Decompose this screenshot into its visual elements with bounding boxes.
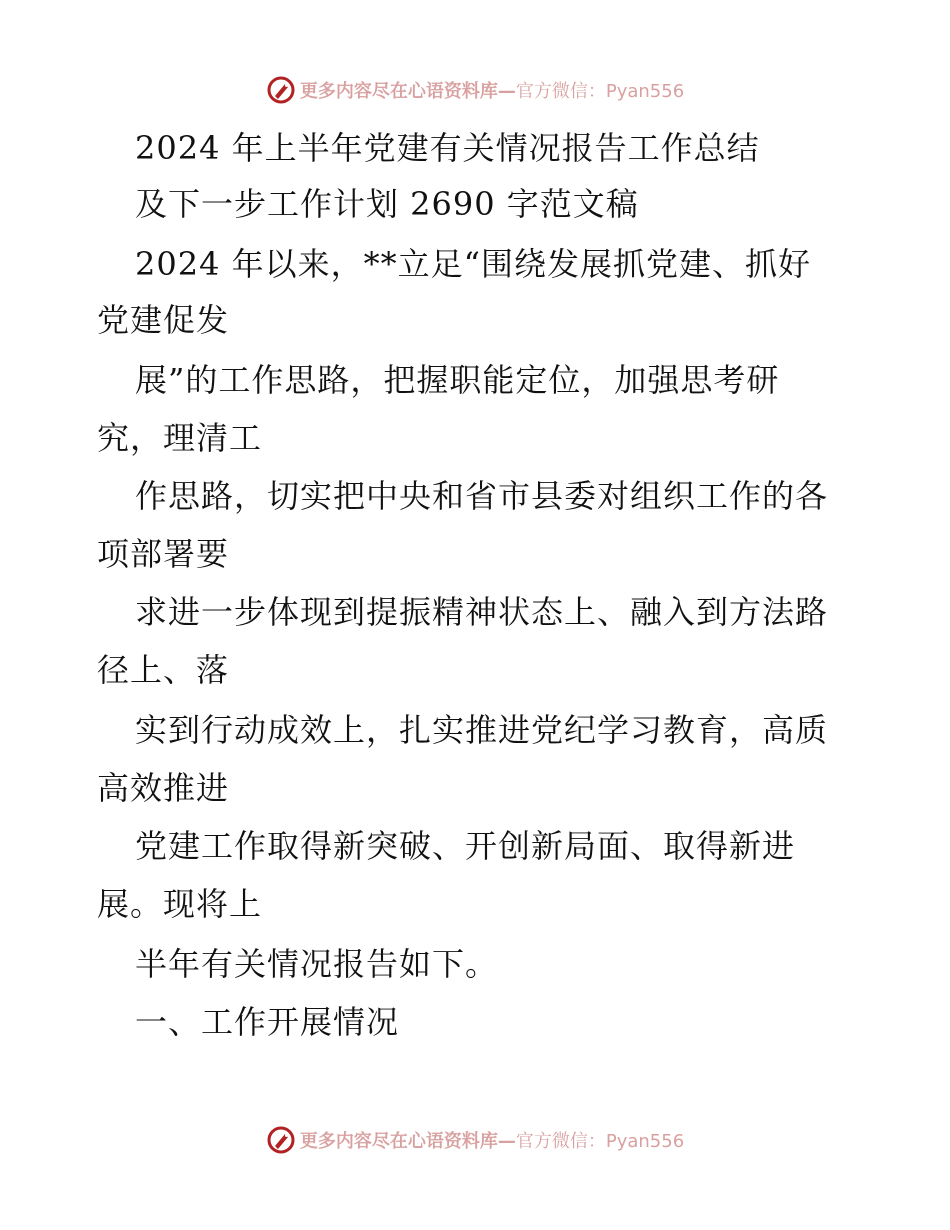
wechat-id: 官方微信：Pyan556 bbox=[515, 1131, 685, 1152]
paragraph-line: 党建工作取得新突破、开创新局面、取得新进 bbox=[135, 827, 796, 865]
paragraph-line: 高效推进 bbox=[97, 769, 230, 807]
paragraph-line: 作思路，切实把中央和省市县委对组织工作的各 bbox=[135, 477, 829, 515]
paragraph-line: 究，理清工 bbox=[97, 419, 263, 457]
doc-title-line-1: 2024 年上半年党建有关情况报告工作总结 bbox=[135, 129, 760, 167]
pen-nib-icon bbox=[266, 1125, 296, 1155]
paragraph-line: 党建促发 bbox=[97, 301, 230, 339]
paragraph-line: 半年有关情况报告如下。 bbox=[135, 945, 499, 983]
doc-title-line-2: 及下一步工作计划 2690 字范文稿 bbox=[135, 185, 639, 223]
paragraph-line: 实到行动成效上，扎实推进党纪学习教育，高质 bbox=[135, 711, 829, 749]
watermark-text: 更多内容尽在心语资料库—官方微信：Pyan556 bbox=[299, 1131, 685, 1152]
watermark-text: 更多内容尽在心语资料库—官方微信：Pyan556 bbox=[299, 81, 685, 102]
section-heading: 一、工作开展情况 bbox=[135, 1003, 400, 1041]
wechat-id: 官方微信：Pyan556 bbox=[515, 81, 685, 102]
paragraph-line: 2024 年以来，**立足“围绕发展抓党建、抓好 bbox=[135, 245, 811, 283]
paragraph-line: 展。现将上 bbox=[97, 885, 263, 923]
paragraph-line: 径上、落 bbox=[97, 651, 230, 689]
paragraph-line: 项部署要 bbox=[97, 535, 230, 573]
header-watermark bbox=[0, 70, 950, 110]
footer-watermark bbox=[0, 1120, 950, 1160]
pen-nib-icon bbox=[266, 75, 296, 105]
paragraph-line: 求进一步体现到提振精神状态上、融入到方法路 bbox=[135, 593, 829, 631]
paragraph-line: 展”的工作思路，把握职能定位，加强思考研 bbox=[135, 361, 780, 399]
